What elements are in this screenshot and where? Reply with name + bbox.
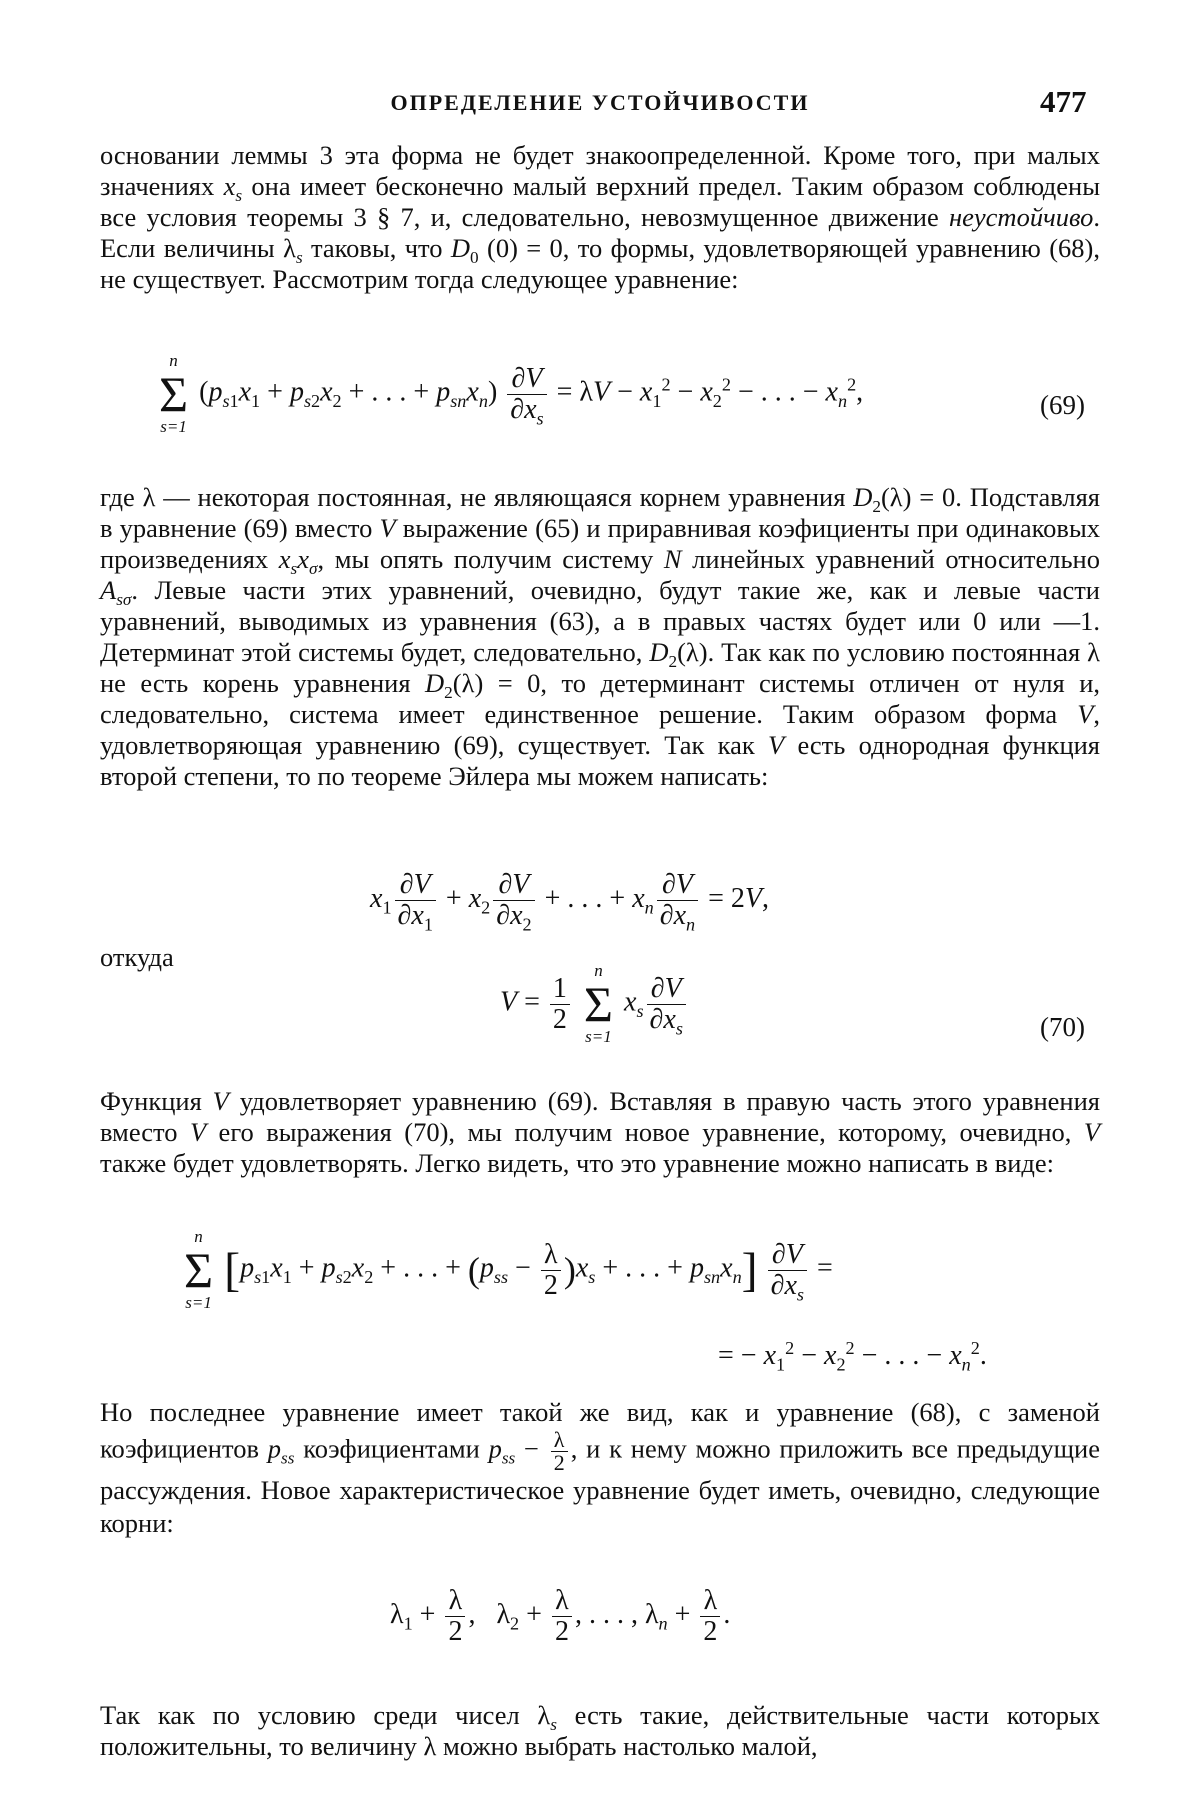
paragraph-5: Так как по условию среди чисел $\lambda_s$ есть такие, действительные части которых положительны, то величину λ можно выбрать настолько малой, <box>100 1700 1101 1761</box>
equation-69: n Σ s=1 ($p_{s1}x_1 + p_{s2}x_2$ + . . . + $p_{sn}x_n$) $\frac{\partial V}{\partial x_s}$ = $\lambda V - x_1^2 - x_2^2$ − . . . − $x_n^2$, <box>159 351 864 436</box>
page-number: 477 <box>1040 84 1087 119</box>
characteristic-roots: $\lambda_1$ + $\frac{\lambda}{2}$ , $\lambda_2$ + $\frac{\lambda}{2}$ , . . . , $\lambda_n$ + $\frac{\lambda}{2}$ . <box>390 1585 731 1647</box>
equation-69-number: (69) <box>1040 390 1085 420</box>
paragraph-2: где λ — некоторая постоянная, не являющаяся корнем уравнения $D_2(\lambda) = 0$. Подставляя в уравнение (69) вместо V выражение (65) и приравнивая коэфициенты при одинаковых произведениях $x_sx_\sigma$, мы опять получим систему N линейных уравнений относительно $A_{s\sigma}$. Левые части этих уравнений, очевидно, будут такие же, как и левые части уравнений, выводимых из уравнения (63), а в правых частях будет или 0 или —1. Детерминат этой системы будет, следовательно, $D_2(\lambda)$. Так как по условию постоянная λ не есть корень уравнения $D_2(\lambda) = 0$, то детерминант системы отличен от нуля и, следовательно, система имеет единственное решение. Таким образом форма V, удовлетворяющая уравнению (69), существует. Так как V есть однородная функция второй степени, то по теореме Эйлера мы можем написать: <box>100 482 1101 791</box>
transformed-equation-line-2: = − $x_1^2 - x_2^2$ − . . . − $x_n^2$. <box>718 1338 987 1375</box>
word-otkuda: откуда <box>100 942 174 972</box>
euler-equation: $x_1$ $\frac{\partial V}{\partial x_1}$ + $x_2$ $\frac{\partial V}{\partial x_2}$ + . . . + $x_n$ $\frac{\partial V}{\partial x_n}$ = 2V, <box>370 869 770 935</box>
paragraph-4: Но последнее уравнение имеет такой же вид, как и уравнение (68), с заменой коэфициентов $p_{ss}$ коэфициентами $p_{ss}$ − $\frac{\lambda}{2}$ , и к нему можно приложить все предыдущие рассуждения. Новое характеристическое уравнение будет иметь, очевидно, следующие корни: <box>100 1397 1100 1538</box>
transformed-equation-line-1: n Σ s=1 [$p_{s1}x_1 + p_{s2}x_2$ + . . . + ($p_{ss}$ − $\frac{\lambda}{2}$ )$x_s$ + . . . + $p_{sn}x_n$] $\frac{\partial V}{\partial x_s}$ = <box>184 1227 833 1312</box>
paragraph-1: основании леммы 3 эта форма не будет знакоопределенной. Кроме того, при малых значениях $x_s$ она имеет бесконечно малый верхний предел. Таким образом соблюдены все условия теоремы 3 § 7, и, следовательно, невозмущенное движение неустойчиво. Если величины $\lambda_s$ таковы, что $D_0$ (0) = 0, то формы, удовлетворяющей уравнению (68), не существует. Рассмотрим тогда следующее уравнение: <box>100 140 1100 294</box>
paragraph-3: Функция V удовлетворяет уравнению (69). Вставляя в правую часть этого уравнения вместо V его выражения (70), мы получим новое уравнение, которому, очевидно, V также будет удовлетворять. Легко видеть, что это уравнение можно написать в виде: <box>100 1086 1100 1178</box>
equation-70: V = $\frac{1}{2}$ n Σ s=1 $x_s$ $\frac{\partial V}{\partial x_s}$ <box>500 962 689 1046</box>
italic-term: неустойчиво <box>949 202 1094 232</box>
running-header: ОПРЕДЕЛЕНИЕ УСТОЙЧИВОСТИ <box>390 90 810 115</box>
equation-70-number: (70) <box>1040 1012 1085 1042</box>
